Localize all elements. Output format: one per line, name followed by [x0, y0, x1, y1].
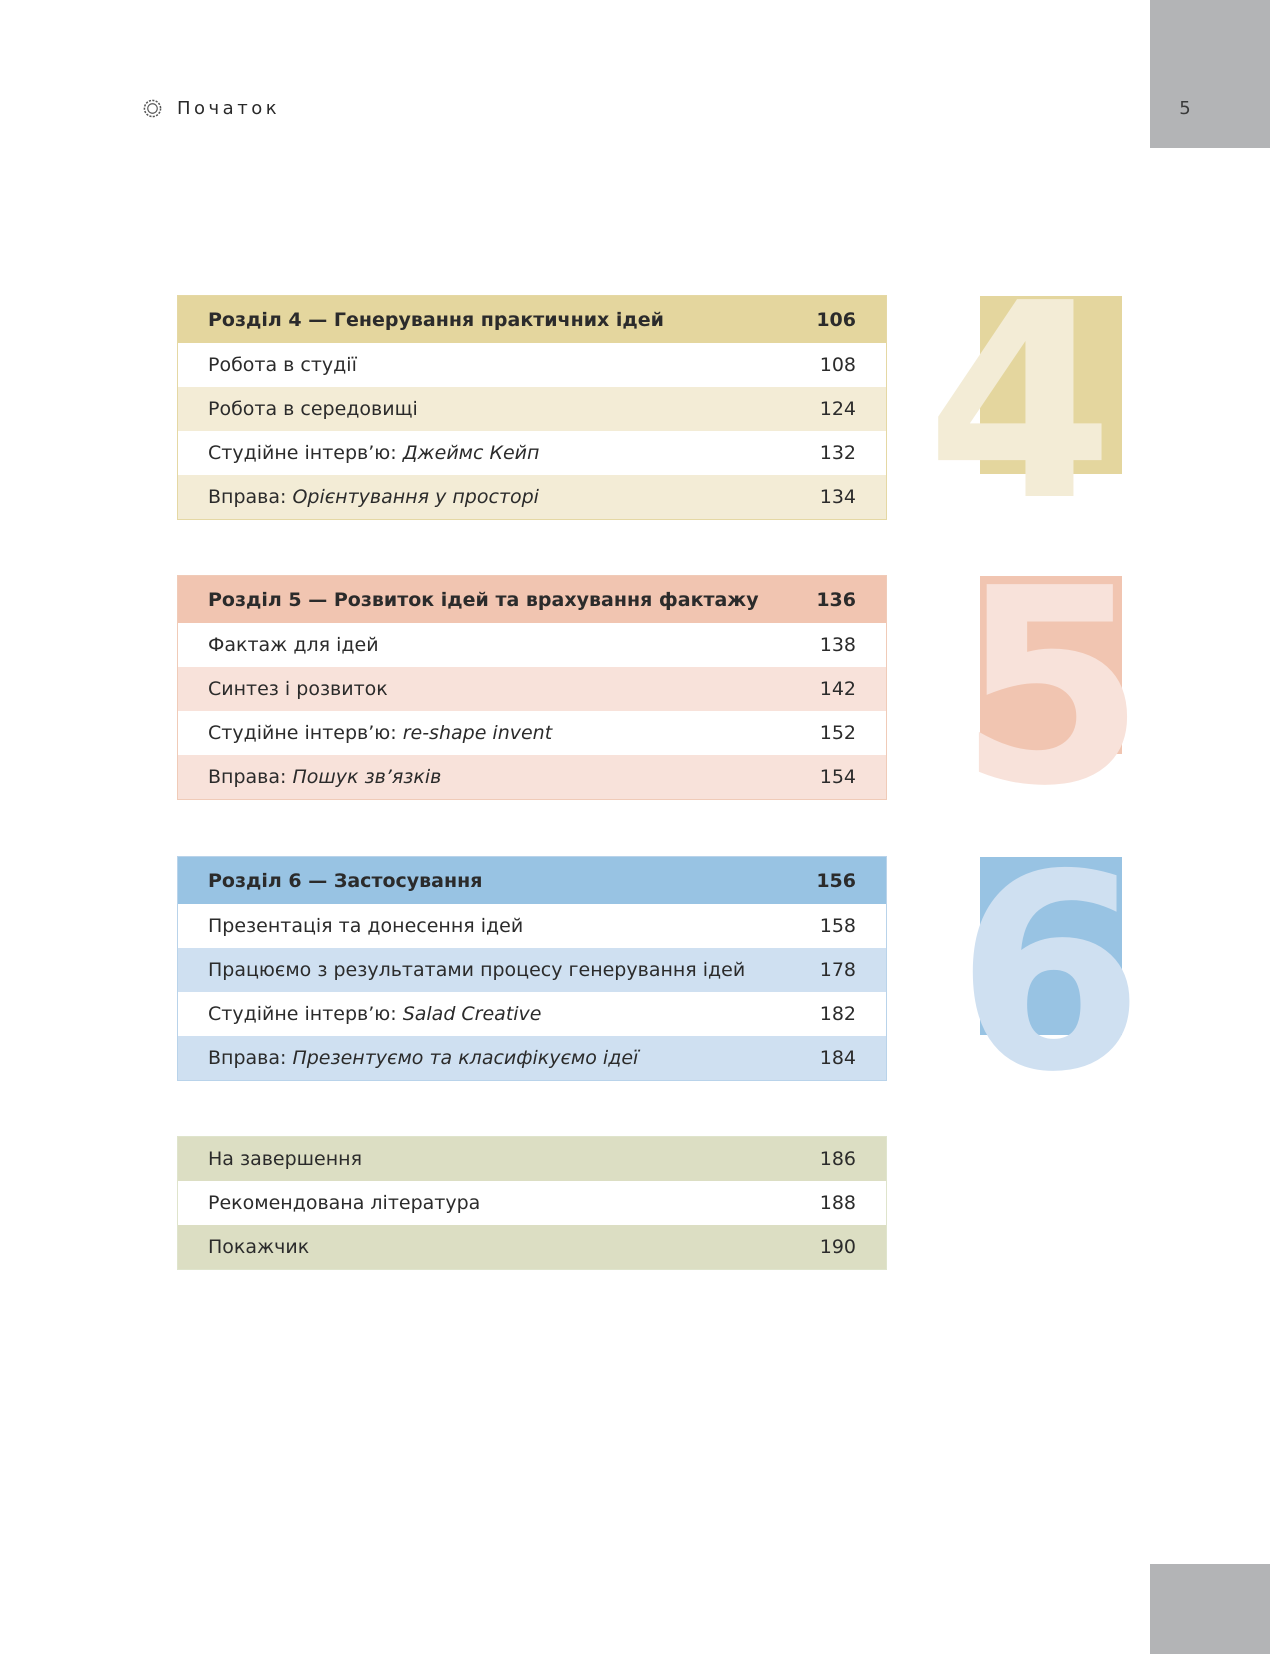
toc-heading-title: Розділ 5 — Розвиток ідей та врахування фактажу: [208, 588, 759, 611]
toc-entry-page: 138: [819, 634, 856, 656]
svg-text:6: 6: [956, 816, 1144, 1131]
toc-entry[interactable]: [178, 755, 886, 799]
toc-heading[interactable]: [178, 296, 886, 343]
toc-entry-page: 134: [819, 486, 856, 508]
toc-entry-title: Робота в студії: [208, 354, 357, 376]
toc-entry[interactable]: [178, 387, 886, 431]
numeral-4-graphic: [926, 245, 1122, 560]
toc-section-6: [177, 856, 887, 1081]
toc-entry-page: 132: [819, 442, 856, 464]
toc-entry[interactable]: [178, 1036, 886, 1080]
toc-entry-page: 186: [819, 1148, 856, 1170]
toc-entry-title: Вправа: Пошук зв’язків: [208, 766, 442, 788]
toc-entry[interactable]: [178, 948, 886, 992]
toc-entry-page: 184: [819, 1047, 856, 1069]
toc-entry[interactable]: [178, 904, 886, 948]
toc-entry-page: 154: [819, 766, 856, 788]
corner-tab-bottom: [1150, 1564, 1270, 1654]
toc-entry-title: Покажчик: [208, 1236, 310, 1258]
toc-entry-page: 158: [819, 915, 856, 937]
toc-entry-page: 124: [819, 398, 856, 420]
toc-entry-title: Фактаж для ідей: [208, 634, 379, 656]
section-numeral-5: [958, 530, 1146, 845]
corner-tab-top: [1150, 0, 1270, 148]
toc-section-5: [177, 575, 887, 800]
toc-heading-page: 136: [816, 588, 856, 611]
section-numeral-6: [956, 816, 1144, 1131]
toc-entry-page: 182: [819, 1003, 856, 1025]
toc-entry[interactable]: [178, 1225, 886, 1269]
toc-heading[interactable]: [178, 857, 886, 904]
toc-entry[interactable]: [178, 343, 886, 387]
toc-heading-page: 156: [816, 869, 856, 892]
page-number: 5: [1179, 98, 1191, 119]
toc-entry[interactable]: [178, 711, 886, 755]
toc-heading-title: Розділ 6 — Застосування: [208, 869, 483, 892]
toc-entry-title: Студійне інтерв’ю: Джеймс Кейп: [208, 442, 540, 464]
numeral-5-graphic: [958, 530, 1146, 845]
toc-entry-title: Працюємо з результатами процесу генерування ідей: [208, 959, 746, 981]
toc-entry-title: Студійне інтерв’ю: re-shape invent: [208, 722, 553, 744]
toc-entry[interactable]: [178, 431, 886, 475]
toc-entry-title: Вправа: Орієнтування у просторі: [208, 486, 539, 508]
toc-heading-title: Розділ 4 — Генерування практичних ідей: [208, 308, 664, 331]
running-head-title: Початок: [177, 98, 281, 119]
toc-entry-page: 142: [819, 678, 856, 700]
circle-ornament-icon: [143, 99, 162, 118]
svg-text:4: 4: [926, 245, 1114, 560]
toc-entry-page: 188: [819, 1192, 856, 1214]
toc-entry[interactable]: [178, 1181, 886, 1225]
section-numeral-4: [926, 245, 1122, 560]
running-head: [143, 98, 280, 119]
svg-text:5: 5: [958, 530, 1146, 845]
toc-entry-page: 178: [819, 959, 856, 981]
numeral-6-graphic: [956, 816, 1144, 1131]
toc-entry-title: На завершення: [208, 1148, 363, 1170]
toc-entry[interactable]: [178, 1137, 886, 1181]
toc-entry[interactable]: [178, 475, 886, 519]
toc-entry-title: Вправа: Презентуємо та класифікуємо ідеї: [208, 1047, 639, 1069]
toc-entry-title: Робота в середовищі: [208, 398, 418, 420]
toc-entry-title: Студійне інтерв’ю: Salad Creative: [208, 1003, 542, 1025]
toc-entry-page: 108: [819, 354, 856, 376]
toc-heading-page: 106: [816, 308, 856, 331]
toc-end-matter: [177, 1136, 887, 1270]
toc-heading[interactable]: [178, 576, 886, 623]
toc-entry-title: Рекомендована література: [208, 1192, 481, 1214]
toc-entry-page: 190: [819, 1236, 856, 1258]
toc-section-4: [177, 295, 887, 520]
toc-entry[interactable]: [178, 667, 886, 711]
toc-entry[interactable]: [178, 992, 886, 1036]
toc-entry[interactable]: [178, 623, 886, 667]
toc-entry-title: Синтез і розвиток: [208, 678, 388, 700]
toc-entry-page: 152: [819, 722, 856, 744]
toc-entry-title: Презентація та донесення ідей: [208, 915, 524, 937]
